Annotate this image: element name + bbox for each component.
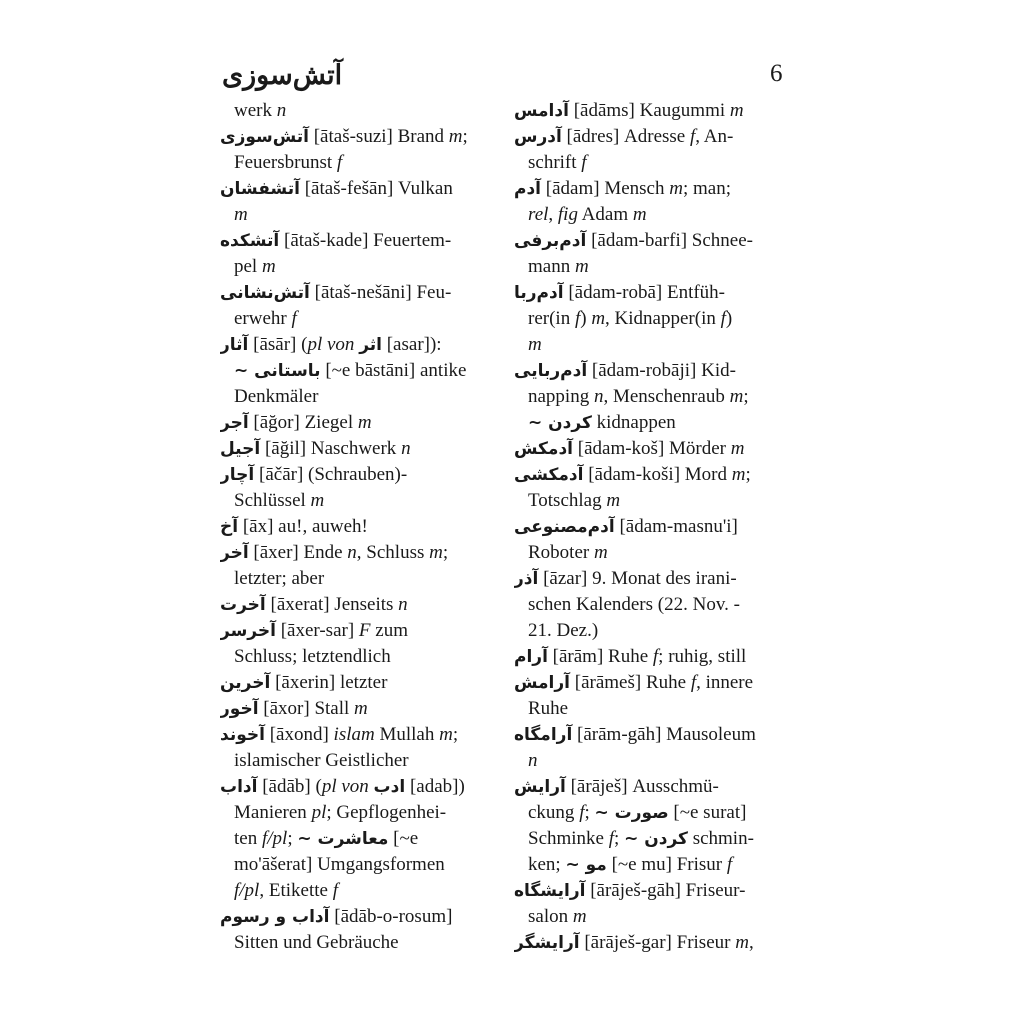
persian-headword: آرامش	[514, 673, 570, 693]
entry-continuation-line	[514, 306, 786, 332]
entry-headword-line	[220, 228, 498, 254]
persian-headword: آخرسر	[220, 621, 276, 641]
persian-headword: ~ کردن	[624, 829, 688, 849]
grammar-abbreviation: m	[606, 490, 621, 511]
entry-text: [ārāješ] Ausschmü-	[565, 776, 719, 797]
grammar-abbreviation: fig	[557, 204, 578, 225]
grammar-abbreviation: F	[358, 620, 371, 641]
entry-text: erwehr	[234, 308, 292, 329]
persian-headword: ادب	[373, 777, 406, 797]
entry-text: Manieren	[234, 802, 312, 823]
entry-text: ,	[748, 932, 754, 953]
entry-text: [~e bāstāni] antike	[320, 360, 467, 381]
grammar-abbreviation: m	[731, 464, 746, 485]
grammar-abbreviation: f/pl	[234, 880, 260, 901]
entry-text: [ādam] Mensch	[541, 178, 670, 199]
grammar-abbreviation: pl von	[307, 334, 355, 355]
entry-text: [āxer-sar]	[275, 620, 359, 641]
entry-text: , An-	[695, 126, 734, 147]
persian-headword: آدرس	[514, 127, 562, 147]
persian-headword: آخ	[220, 517, 239, 537]
entry-text: [ārām-gāh] Mausoleum	[572, 724, 756, 745]
grammar-abbreviation: f	[336, 152, 343, 173]
entry-continuation-line	[514, 540, 786, 566]
entry-headword-line	[220, 280, 498, 306]
entry-text: rer(in	[528, 308, 575, 329]
entry-text: pel	[234, 256, 262, 277]
persian-headword: آرامگاه	[514, 725, 573, 745]
entry-continuation-line	[514, 748, 786, 774]
entry-text: werk	[234, 100, 277, 121]
grammar-abbreviation: m	[572, 906, 587, 927]
persian-headword: آخور	[220, 699, 259, 719]
entry-headword-line	[514, 176, 786, 202]
entry-text: [āğil] Naschwerk	[260, 438, 402, 459]
entry-continuation-line	[514, 592, 786, 618]
entry-text: Schlüssel	[234, 490, 311, 511]
entry-text: ;	[743, 386, 749, 407]
grammar-abbreviation: f/pl	[261, 828, 288, 849]
entry-headword-line	[220, 176, 498, 202]
entry-text: [ādāb] (	[257, 776, 322, 797]
persian-headword: آداب	[220, 777, 258, 797]
entry-text: [ādāms] Kaugummi	[568, 100, 730, 121]
entry-text: [asar]):	[381, 334, 442, 355]
grammar-abbreviation: m	[632, 204, 647, 225]
entry-text: [āğor] Ziegel	[248, 412, 358, 433]
persian-headword: آدمکشی	[514, 465, 584, 485]
entry-text: [ādam-barfi] Schnee-	[586, 230, 753, 251]
entry-text: [ādāb-o-rosum]	[329, 906, 453, 927]
entry-text: islamischer Geistlicher	[234, 750, 409, 771]
entry-text: Sitten und Gebräuche	[234, 932, 399, 953]
entry-headword-line	[514, 670, 786, 696]
entry-text: [ārāješ-gar] Friseur	[579, 932, 736, 953]
persian-headword: آدم‌مصنوعی	[514, 517, 615, 537]
entry-text: [āx] au!, auweh!	[238, 516, 368, 537]
entry-text: [~e mu] Frisur	[606, 854, 727, 875]
entry-continuation-line	[220, 800, 498, 826]
grammar-abbreviation: m	[357, 412, 372, 433]
persian-headword: آخرت	[220, 595, 266, 615]
grammar-abbreviation: f	[574, 308, 581, 329]
entry-headword-line	[220, 618, 498, 644]
entry-text: ;	[287, 828, 298, 849]
entry-text: letzter; aber	[234, 568, 325, 589]
entry-continuation-line	[514, 488, 786, 514]
persian-headword: آدم‌ربا	[514, 283, 564, 303]
entry-text: ;	[442, 542, 449, 563]
entry-continuation-line	[220, 878, 498, 904]
persian-headword: آچار	[220, 465, 255, 485]
persian-headword: آخرین	[220, 673, 271, 693]
entry-text: [āsār] (	[248, 334, 308, 355]
entry-text: [ādam-masnu'i]	[614, 516, 738, 537]
entry-continuation-line	[220, 488, 498, 514]
entry-headword-line	[514, 644, 786, 670]
entry-text: Feuersbrunst	[234, 152, 337, 173]
grammar-abbreviation: f	[652, 646, 659, 667]
grammar-abbreviation: f	[720, 308, 726, 329]
entry-text: kidnappen	[591, 412, 676, 433]
grammar-abbreviation: f	[726, 854, 733, 875]
entry-continuation-line	[220, 852, 498, 878]
entry-text: [āzar] 9. Monat des irani-	[538, 568, 737, 589]
grammar-abbreviation: islam	[333, 724, 375, 745]
entry-continuation-line	[220, 826, 498, 852]
grammar-abbreviation: m	[261, 256, 276, 277]
entry-headword-line	[514, 566, 786, 592]
entry-text: , innere	[696, 672, 754, 693]
entry-text: salon	[528, 906, 573, 927]
entry-continuation-line	[514, 904, 786, 930]
entry-headword-line	[514, 722, 786, 748]
grammar-abbreviation: f	[332, 880, 338, 901]
persian-headword: آجر	[220, 413, 249, 433]
entry-text: [ārām] Ruhe	[547, 646, 653, 667]
entry-headword-line	[514, 774, 786, 800]
page-number: 6	[770, 60, 783, 87]
grammar-abbreviation: n	[347, 542, 357, 563]
persian-headword: آخر	[220, 543, 249, 563]
entry-headword-line	[220, 124, 498, 150]
entry-text: [adab])	[405, 776, 465, 797]
persian-headword: آداب و رسوم	[220, 907, 330, 927]
persian-headword: آدمکش	[514, 439, 573, 459]
grammar-abbreviation: m	[429, 542, 443, 563]
persian-headword: آخوند	[220, 725, 265, 745]
grammar-abbreviation: n	[401, 438, 411, 459]
entry-text: ;	[584, 802, 595, 823]
persian-headword: ~ باستانی	[234, 361, 321, 381]
entry-text: , Menschenraub	[603, 386, 730, 407]
grammar-abbreviation: m	[354, 698, 368, 719]
entry-continuation-line	[514, 852, 786, 878]
persian-headword: آتشکده	[220, 231, 280, 251]
entry-headword-line	[220, 540, 498, 566]
grammar-abbreviation: f	[581, 152, 587, 173]
entry-continuation-line	[514, 384, 786, 410]
grammar-abbreviation: pl	[311, 802, 327, 823]
entry-headword-line	[514, 358, 786, 384]
persian-headword: آدامس	[514, 101, 569, 121]
grammar-abbreviation: f	[291, 308, 297, 329]
persian-headword: آجیل	[220, 439, 261, 459]
persian-headword: آرایشگاه	[514, 881, 586, 901]
entry-continuation-line	[220, 98, 498, 124]
entry-continuation-line	[220, 384, 498, 410]
grammar-abbreviation: f	[690, 672, 697, 693]
grammar-abbreviation: n	[528, 750, 538, 771]
entry-text: [ātaš-kade] Feuertem-	[279, 230, 452, 251]
grammar-abbreviation: m	[735, 932, 749, 953]
entry-continuation-line	[514, 254, 786, 280]
entry-headword-line	[220, 722, 498, 748]
entry-headword-line	[514, 436, 786, 462]
entry-text: mann	[528, 256, 575, 277]
entry-headword-line	[514, 98, 786, 124]
persian-headword: آثار	[220, 335, 249, 355]
entry-text: Roboter	[528, 542, 594, 563]
entry-text: schen Kalenders (22. Nov. -	[528, 594, 740, 615]
grammar-abbreviation: f	[690, 126, 696, 147]
entry-headword-line	[220, 410, 498, 436]
grammar-abbreviation: m	[730, 438, 745, 459]
grammar-abbreviation: n	[398, 594, 408, 615]
persian-headword: آرام	[514, 647, 548, 667]
entry-text: Denkmäler	[234, 386, 319, 407]
entry-headword-line	[220, 774, 498, 800]
entry-text: , Schluss	[356, 542, 430, 563]
entry-headword-line	[514, 280, 786, 306]
entry-headword-line	[220, 670, 498, 696]
entry-text: schmin-	[687, 828, 754, 849]
entry-text: Mullah	[374, 724, 440, 745]
entry-headword-line	[514, 878, 786, 904]
entry-text: [āxerat] Jenseits	[265, 594, 399, 615]
entry-continuation-line	[514, 800, 786, 826]
persian-headword: آرایشگر	[514, 933, 580, 953]
entry-headword-line	[514, 462, 786, 488]
entry-text: [āxond]	[264, 724, 334, 745]
entry-text: ; man;	[682, 178, 731, 199]
entry-text: ten	[234, 828, 262, 849]
entry-continuation-line	[220, 254, 498, 280]
entry-continuation-line	[514, 150, 786, 176]
entry-continuation-line	[220, 358, 498, 384]
entry-headword-line	[220, 904, 498, 930]
entry-continuation-line	[220, 150, 498, 176]
persian-headword: ~ معاشرت	[297, 829, 389, 849]
entry-text: ; Gepflogenhei-	[326, 802, 447, 823]
entry-text: [āxor] Stall	[258, 698, 355, 719]
entry-text: napping	[528, 386, 594, 407]
entry-text: [āxer] Ende	[248, 542, 348, 563]
entry-text: ckung	[528, 802, 580, 823]
entry-text: , Etikette	[259, 880, 333, 901]
entry-continuation-line	[220, 644, 498, 670]
grammar-abbreviation: m	[574, 256, 589, 277]
entry-text: schrift	[528, 152, 582, 173]
entry-text: zum	[370, 620, 408, 641]
entry-text: Adam	[577, 204, 633, 225]
entry-headword-line	[220, 592, 498, 618]
entry-headword-line	[220, 514, 498, 540]
entry-headword-line	[514, 930, 786, 956]
entry-text: [ādam-koši] Mord	[583, 464, 732, 485]
entry-text: [ātaš-suzi] Brand	[308, 126, 449, 147]
entry-text: ;	[745, 464, 751, 485]
grammar-abbreviation: m	[669, 178, 683, 199]
grammar-abbreviation: m	[591, 308, 606, 329]
entry-text: mo'āšerat] Umgangsformen	[234, 854, 445, 875]
entry-continuation-line	[220, 566, 498, 592]
persian-headword: آدم	[514, 179, 542, 199]
entry-text: [ātaš-nešāni] Feu-	[309, 282, 452, 303]
entry-text: ,	[548, 204, 558, 225]
entry-text: ;	[452, 724, 459, 745]
entry-text: ken;	[528, 854, 566, 875]
entry-headword-line	[220, 462, 498, 488]
entry-text: [ātaš-fešān] Vulkan	[299, 178, 453, 199]
entry-text: Totschlag	[528, 490, 607, 511]
entry-text: [āxerin] letzter	[270, 672, 388, 693]
entry-continuation-line	[514, 332, 786, 358]
entry-headword-line	[220, 696, 498, 722]
entry-text: Schluss; letztendlich	[234, 646, 391, 667]
entry-text: ;	[614, 828, 625, 849]
persian-headword: ~ صورت	[594, 803, 669, 823]
left-column	[220, 98, 498, 956]
grammar-abbreviation: m	[310, 490, 325, 511]
entry-text: Schminke	[528, 828, 609, 849]
grammar-abbreviation: n	[276, 100, 287, 121]
entry-text: [āčār] (Schrauben)-	[254, 464, 408, 485]
entry-text: Ruhe	[528, 698, 569, 719]
entry-headword-line	[220, 436, 498, 462]
persian-headword: آتش‌سوزی	[220, 127, 309, 147]
grammar-abbreviation: m	[234, 204, 248, 225]
entry-headword-line	[514, 124, 786, 150]
entry-text: [~e	[388, 828, 419, 849]
entry-continuation-line	[220, 748, 498, 774]
entry-text: [ārāješ-gāh] Friseur-	[585, 880, 746, 901]
right-column	[514, 98, 786, 956]
entry-continuation-line	[220, 930, 498, 956]
grammar-abbreviation: f	[579, 802, 585, 823]
grammar-abbreviation: m	[729, 386, 744, 407]
entry-text: ;	[462, 126, 468, 147]
entry-continuation-line	[514, 696, 786, 722]
entry-text: )	[580, 308, 592, 329]
entry-text: )	[725, 308, 733, 329]
persian-headword: اثر	[359, 335, 382, 355]
entry-text: [ādam-koš] Mörder	[573, 438, 731, 459]
entry-headword-line	[514, 514, 786, 540]
persian-headword: ~ مو	[565, 855, 607, 875]
grammar-abbreviation: m	[528, 334, 542, 355]
entry-continuation-line	[514, 202, 786, 228]
entry-continuation-line	[514, 618, 786, 644]
persian-headword: آدم‌ربایی	[514, 361, 588, 381]
entry-continuation-line	[220, 202, 498, 228]
grammar-abbreviation: m	[593, 542, 608, 563]
entry-text: [ādres] Adresse	[561, 126, 690, 147]
grammar-abbreviation: m	[729, 100, 744, 121]
persian-headword: آدم‌برفی	[514, 231, 587, 251]
entry-continuation-line	[514, 410, 786, 436]
entry-text: ; ruhig, still	[658, 646, 747, 667]
grammar-abbreviation: m	[448, 126, 463, 147]
persian-headword: آتشفشان	[220, 179, 300, 199]
persian-headword: آذر	[514, 569, 539, 589]
grammar-abbreviation: pl von	[321, 776, 369, 797]
persian-headword: آرایش	[514, 777, 566, 797]
persian-headword: ~ کردن	[528, 413, 592, 433]
entry-headword-line	[514, 228, 786, 254]
entry-text: , Kidnapper(in	[605, 308, 721, 329]
entry-headword-line	[220, 332, 498, 358]
entry-text: [ādam-robāji] Kid-	[587, 360, 736, 381]
grammar-abbreviation: rel	[528, 204, 549, 225]
entry-text: [~e surat]	[668, 802, 747, 823]
grammar-abbreviation: f	[608, 828, 615, 849]
entry-text: [ārāmeš] Ruhe	[570, 672, 691, 693]
grammar-abbreviation: m	[439, 724, 453, 745]
entry-text: [ādam-robā] Entfüh-	[563, 282, 726, 303]
persian-headword: آتش‌نشانی	[220, 283, 310, 303]
entry-continuation-line	[220, 306, 498, 332]
running-head: آتش‌سوزی	[222, 60, 343, 90]
grammar-abbreviation: n	[593, 386, 604, 407]
entry-continuation-line	[514, 826, 786, 852]
entry-text: 21. Dez.)	[528, 620, 599, 641]
